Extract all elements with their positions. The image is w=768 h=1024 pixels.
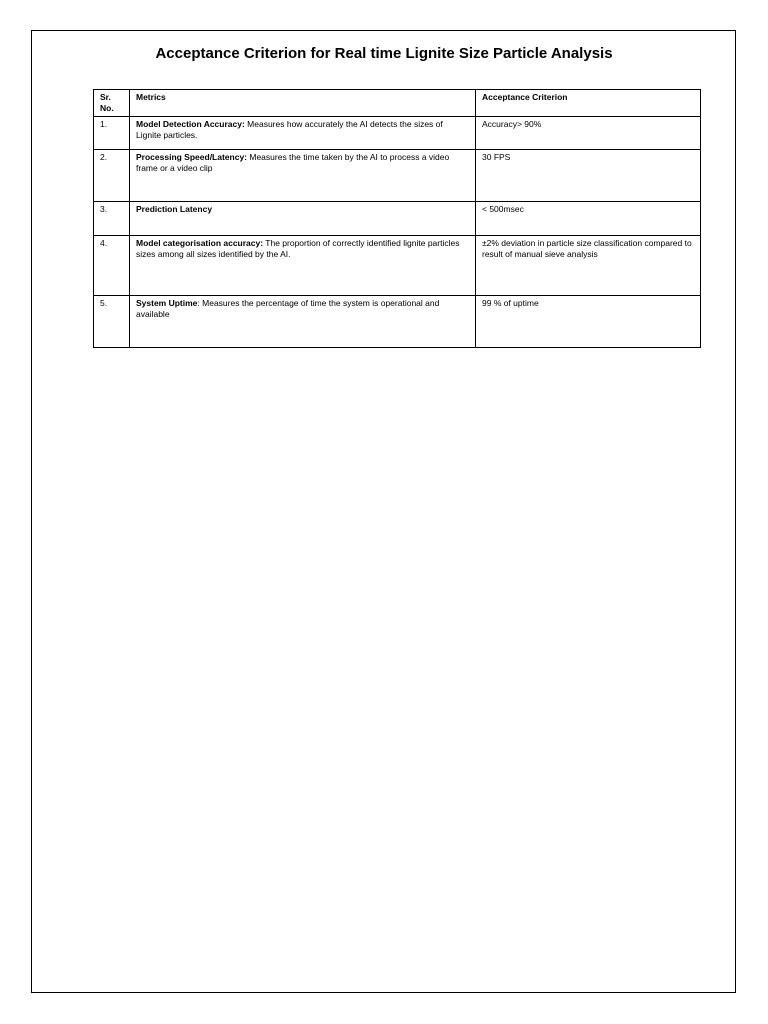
metric-description: The proportion of correctly identified lignite particles sizes among all sizes identified by the AI. [136, 238, 460, 259]
cell-sr-no: 2. [94, 150, 130, 202]
cell-sr-no: 5. [94, 296, 130, 348]
cell-acceptance: < 500msec [476, 202, 701, 236]
cell-metric [130, 117, 476, 150]
header-sr-no: Sr. No. [94, 90, 130, 117]
acceptance-criteria-table [93, 89, 701, 348]
cell-metric [130, 236, 476, 296]
header-metrics: Metrics [130, 90, 476, 117]
cell-acceptance: ±2% deviation in particle size classification compared to result of manual sieve analysis [476, 236, 701, 296]
cell-acceptance: Accuracy> 90% [476, 117, 701, 150]
table-row [94, 236, 701, 296]
table-row [94, 202, 701, 236]
table-row [94, 150, 701, 202]
cell-metric [130, 202, 476, 236]
metric-name: Prediction Latency [136, 204, 213, 214]
metric-description: Measures the time taken by the AI to process a video frame or a video clip [136, 152, 450, 173]
table-header-row [94, 90, 701, 117]
metric-description: Measures how accurately the AI detects the sizes of Lignite particles. [136, 119, 443, 140]
metric-name: Model categorisation accuracy: [136, 238, 264, 248]
cell-sr-no: 1. [94, 117, 130, 150]
table-row [94, 296, 701, 348]
header-acceptance-criterion: Acceptance Criterion [476, 90, 701, 117]
table-row [94, 117, 701, 150]
metric-description: : Measures the percentage of time the system is operational and available [136, 298, 440, 319]
cell-metric [130, 296, 476, 348]
cell-sr-no: 3. [94, 202, 130, 236]
cell-acceptance: 99 % of uptime [476, 296, 701, 348]
metric-name: System Uptime [136, 298, 198, 308]
metric-name: Processing Speed/Latency: [136, 152, 248, 162]
cell-metric [130, 150, 476, 202]
metric-name: Model Detection Accuracy: [136, 119, 245, 129]
page-title: Acceptance Criterion for Real time Lignite Size Particle Analysis [155, 45, 613, 62]
cell-acceptance: 30 FPS [476, 150, 701, 202]
cell-sr-no: 4. [94, 236, 130, 296]
